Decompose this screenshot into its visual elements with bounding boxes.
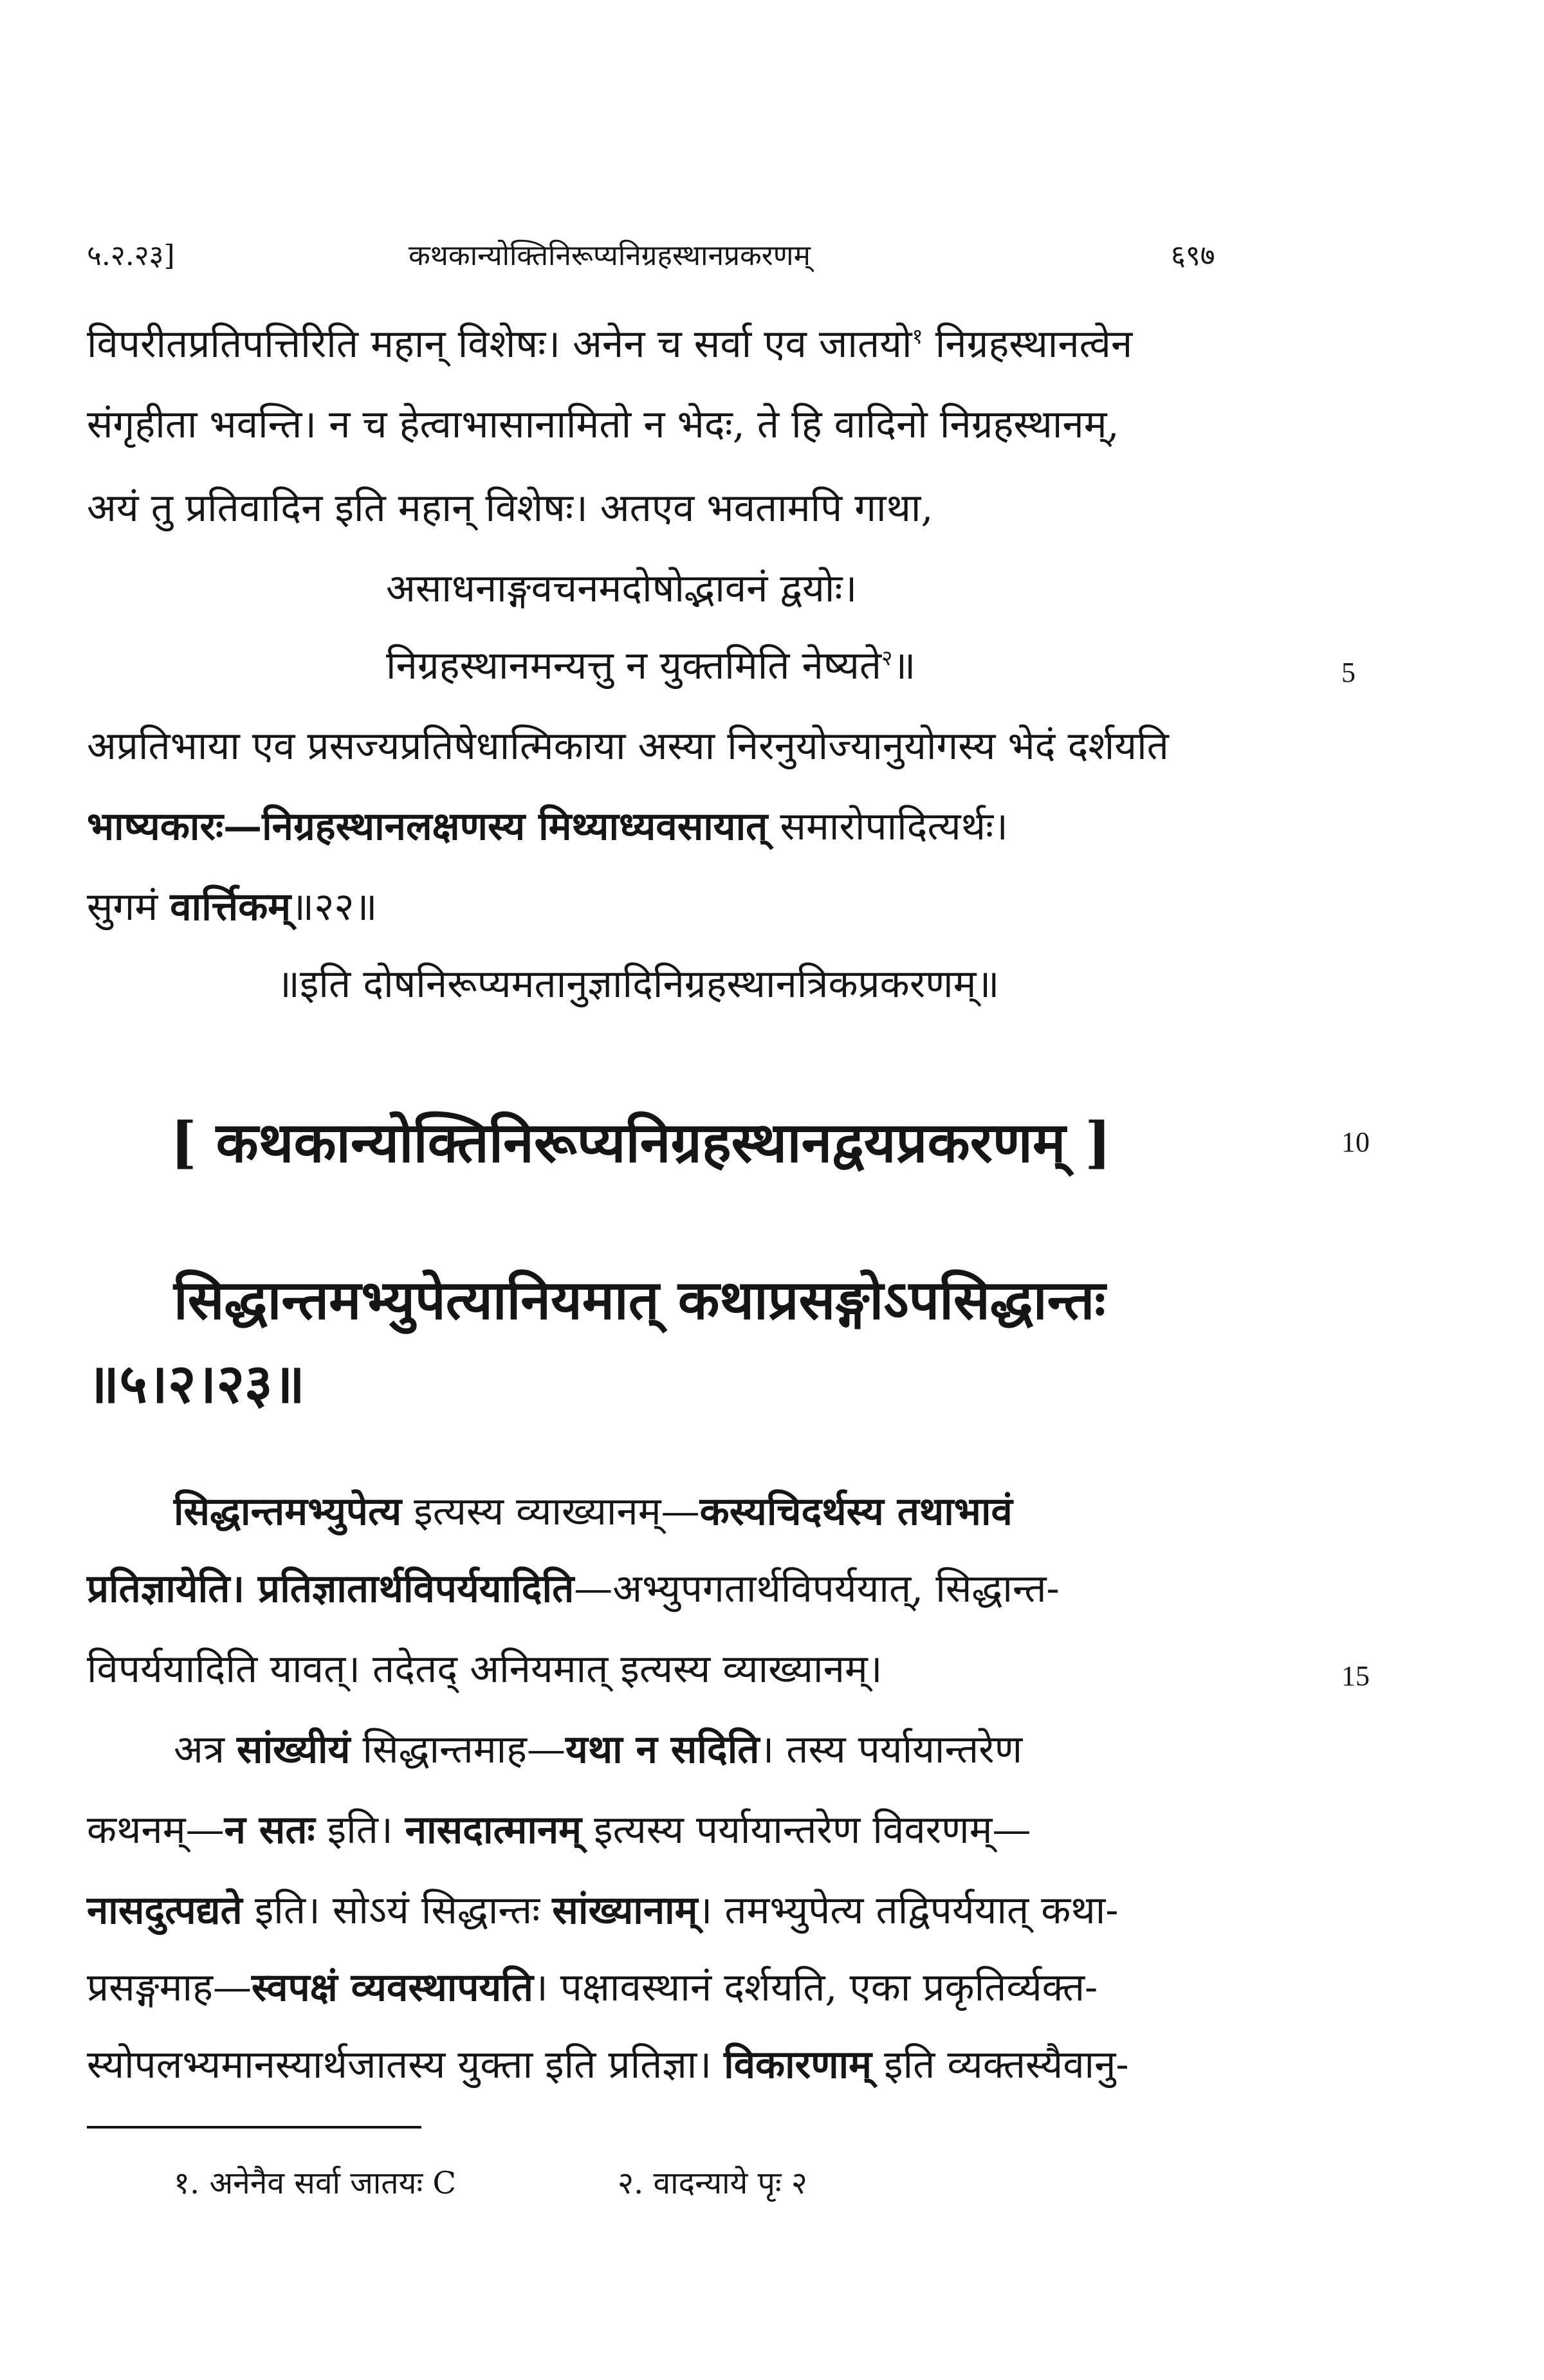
sutra-line: सिद्धान्तमभ्युपेत्यानियमात् कथाप्रसङ्गोऽपसिद्धान्तः (174, 1268, 1106, 1332)
running-header (87, 222, 1296, 280)
text-line (87, 1888, 1119, 1933)
text-line (87, 1965, 1098, 2010)
text-span: ॥ (892, 643, 916, 688)
bold-span: कस्यचिदर्थस्य तथाभावं (699, 1489, 1013, 1534)
footnote-divider (87, 2126, 421, 2128)
text-line (87, 1566, 1060, 1611)
header-page-number: ६९७ (1171, 239, 1215, 272)
text-line (174, 1489, 1013, 1534)
text-line (87, 2042, 1129, 2087)
line-number: 5 (1341, 657, 1356, 688)
text-span: इत्यस्य व्याख्यानम्— (401, 1489, 700, 1534)
text-span: ॥२२॥ (291, 884, 378, 929)
text-span: इति। (315, 1808, 405, 1853)
footnote-1: १. अनेनैव सर्वा जातयः C (174, 2165, 457, 2201)
section-title: [ कथकान्योक्तिनिरूप्यनिग्रहस्थानद्वयप्रकरणम् ] (170, 1110, 1112, 1175)
text-line: अप्रतिभाया एव प्रसज्यप्रतिषेधात्मिकाया अस्या निरनुयोज्यानुयोगस्य भेदं दर्शयति (87, 724, 1169, 769)
bold-span: विकारणाम् (724, 2042, 872, 2087)
bold-span: वार्त्तिकम् (170, 884, 291, 929)
line-number: 10 (1341, 1126, 1370, 1158)
text-span: इति। सोऽयं सिद्धान्तः (242, 1888, 553, 1933)
text-span: निग्रहस्थानत्वेन (923, 322, 1133, 367)
text-span: —अभ्युपगतार्थविपर्ययात्, सिद्धान्त- (574, 1566, 1060, 1611)
text-span: इति व्यक्तस्यैवानु- (872, 2042, 1129, 2087)
text-line (87, 804, 1008, 849)
header-section-number: ५.२.२३] (87, 239, 175, 272)
bold-span: प्रतिज्ञायेति। प्रतिज्ञातार्थविपर्ययादिति (87, 1566, 574, 1611)
footnote-marker: २ (881, 645, 893, 670)
bold-span: सांख्यानाम् (552, 1888, 698, 1933)
text-span: सुगमं (87, 884, 170, 929)
footnote-marker: १ (912, 324, 923, 349)
text-span: । तमभ्युपेत्य तद्विपर्ययात् कथा- (697, 1888, 1119, 1933)
text-span: निग्रहस्थानमन्यत्तु न युक्तमिति नेष्यते (386, 643, 882, 688)
verse-line: असाधनाङ्गवचनमदोषोद्भावनं द्वयोः। (386, 566, 858, 611)
colophon: ॥इति दोषनिरूप्यमतानुज्ञादिनिग्रहस्थानत्रिकप्रकरणम्॥ (277, 962, 1000, 1007)
footnote-2: २. वादन्याये पृः २ (618, 2165, 807, 2201)
bold-span: स्वपक्षं व्यवस्थापयति (251, 1965, 533, 2010)
text-line: अयं तु प्रतिवादिन इति महान् विशेषः। अतएव भवतामपि गाथा, (87, 486, 933, 531)
text-span: सिद्धान्तमाह— (350, 1727, 566, 1772)
bold-span: सिद्धान्तमभ्युपेत्य (174, 1489, 402, 1534)
verse-line (386, 643, 916, 688)
line-number: 15 (1341, 1660, 1370, 1692)
bold-span: सांख्यीयं (237, 1727, 351, 1772)
text-span: । तस्य पर्यायान्तरेण (759, 1727, 1023, 1772)
bold-span: भाष्यकारः—निग्रहस्थानलक्षणस्य मिथ्याध्यवसायात् (87, 804, 768, 849)
text-line (174, 1727, 1023, 1772)
text-span: समारोपादित्यर्थः। (767, 804, 1008, 849)
text-span: । पक्षावस्थानं दर्शयति, एका प्रकृतिर्व्यक्त- (533, 1965, 1098, 2010)
bold-span: यथा न सदिति (565, 1727, 760, 1772)
bold-span: नासदुत्पद्यते (87, 1888, 243, 1933)
text-span: अत्र (174, 1727, 237, 1772)
text-line: विपर्ययादिति यावत्। तदेतद् अनियमात् इत्यस्य व्याख्यानम्। (87, 1647, 883, 1692)
text-line (87, 884, 378, 929)
text-line: संगृहीता भवन्ति। न च हेत्वाभासानामितो न भेदः, ते हि वादिनो निग्रहस्थानम्, (87, 402, 1119, 447)
bold-span: नासदात्मानम् (405, 1808, 582, 1853)
sutra-number: ॥५।२।२३॥ (87, 1351, 306, 1415)
text-span: विपरीतप्रतिपत्तिरिति महान् विशेषः। अनेन च सर्वा एव जातयो (87, 322, 912, 367)
header-chapter-title: कथकान्योक्तिनिरूप्यनिग्रहस्थानप्रकरणम् (409, 239, 811, 272)
text-span: प्रसङ्गमाह— (87, 1965, 252, 2010)
text-span: इत्यस्य पर्यायान्तरेण विवरणम्— (582, 1808, 1031, 1853)
text-span: स्योपलभ्यमानस्यार्थजातस्य युक्ता इति प्रतिज्ञा। (87, 2042, 724, 2087)
text-line (87, 322, 1133, 367)
bold-span: न सतः (224, 1808, 315, 1853)
text-span: कथनम्— (87, 1808, 225, 1853)
text-line (87, 1808, 1031, 1853)
